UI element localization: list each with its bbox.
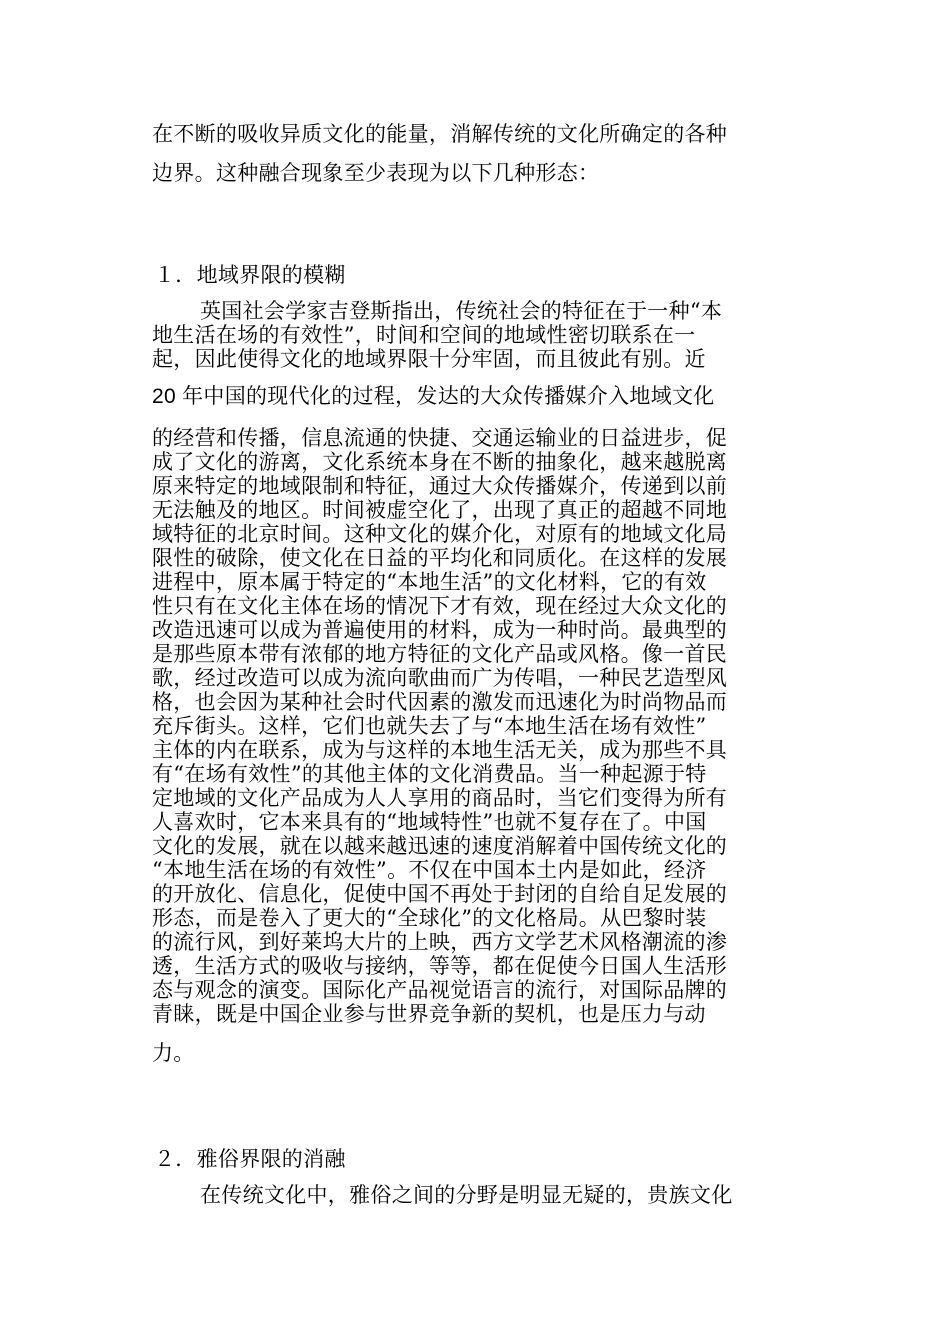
paragraph-line: 进程中，原本属于特定的“本地生活”的文化材料，它的有效 — [152, 570, 707, 594]
paragraph-line: 原来特定的地域限制和特征，通过大众传播媒介，传递到以前 — [152, 474, 728, 498]
paragraph-line: 有“在场有效性”的其他主体的文化消费品。当一种起源于特 — [152, 762, 707, 786]
paragraph-line: 定地域的文化产品成为人人享用的商品时，当它们变得为所有 — [152, 786, 728, 810]
paragraph-line: 人喜欢时，它本来具有的“地域特性”也就不复存在了。中国 — [152, 810, 707, 834]
paragraph-line: 的经营和传播，信息流通的快捷、交通运输业的日益进步，促 — [152, 426, 728, 450]
paragraph-line: 性只有在文化主体在场的情况下才有效，现在经过大众文化的 — [152, 594, 728, 618]
paragraph-line: 改造迅速可以成为普遍使用的材料，成为一种时尚。最典型的 — [152, 618, 728, 642]
paragraph-line: 透，生活方式的吸收与接纳，等等，都在促使今日国人生活形 — [152, 954, 728, 978]
paragraph-line: 格，也会因为某种社会时代因素的激发而迅速化为时尚物品而 — [152, 690, 728, 714]
paragraph-line: 的开放化、信息化，促使中国不再处于封闭的自给自足发展的 — [152, 882, 728, 906]
paragraph-line: 20 年中国的现代化的过程，发达的大众传播媒介入地域文化 — [152, 385, 715, 408]
paragraph-line: 成了文化的游离，文化系统本身在不断的抽象化，越来越脱离 — [152, 450, 728, 474]
paragraph-line: 的流行风，到好莱坞大片的上映，西方文学艺术风格潮流的渗 — [152, 930, 728, 954]
paragraph-line: 英国社会学家吉登斯指出，传统社会的特征在于一种“本 — [200, 299, 723, 323]
paragraph-line: 力。 — [152, 1041, 195, 1065]
section-2-heading: ２．雅俗界限的消融 — [154, 1147, 346, 1171]
paragraph-line: 起，因此使得文化的地域界限十分牢固，而且彼此有别。近 — [152, 347, 706, 371]
paragraph-line: 是那些原本带有浓郁的地方特征的文化产品或风格。像一首民 — [152, 642, 728, 666]
paragraph-line: 文化的发展，就在以越来越迅速的速度消解着中国传统文化的 — [152, 834, 728, 858]
paragraph-line: 域特征的北京时间。这种文化的媒介化，对原有的地域文化局 — [152, 522, 728, 546]
section-1-heading: １．地域界限的模糊 — [154, 263, 346, 287]
paragraph-line: 充斥街头。这样，它们也就失去了与“本地生活在场有效性” — [152, 714, 707, 738]
paragraph-line: 青睐，既是中国企业参与世界竞争新的契机，也是压力与动 — [152, 1002, 706, 1026]
intro-line-2: 边界。这种融合现象至少表现为以下几种形态： — [152, 161, 600, 185]
paragraph-line: “本地生活在场的有效性”。不仅在中国本土内是如此，经济 — [152, 858, 707, 882]
paragraph-line: 在传统文化中，雅俗之间的分野是明显无疑的，贵族文化 — [200, 1183, 733, 1207]
paragraph-line: 地生活在场的有效性”，时间和空间的地域性密切联系在一 — [152, 323, 696, 347]
paragraph-line: 无法触及的地区。时间被虚空化了，出现了真正的超越不同地 — [152, 498, 728, 522]
paragraph-line: 形态，而是卷入了更大的“全球化”的文化格局。从巴黎时装 — [152, 906, 707, 930]
paragraph-line: 限性的破除，使文化在日益的平均化和同质化。在这样的发展 — [152, 546, 728, 570]
paragraph-line: 主体的内在联系，成为与这样的本地生活无关，成为那些不具 — [152, 738, 728, 762]
intro-line-1: 在不断的吸收异质文化的能量，消解传统的文化所确定的各种 — [152, 122, 728, 146]
paragraph-line: 态与观念的演变。国际化产品视觉语言的流行，对国际品牌的 — [152, 978, 728, 1002]
paragraph-line: 歌，经过改造可以成为流向歌曲而广为传唱，一种民艺造型风 — [152, 666, 728, 690]
